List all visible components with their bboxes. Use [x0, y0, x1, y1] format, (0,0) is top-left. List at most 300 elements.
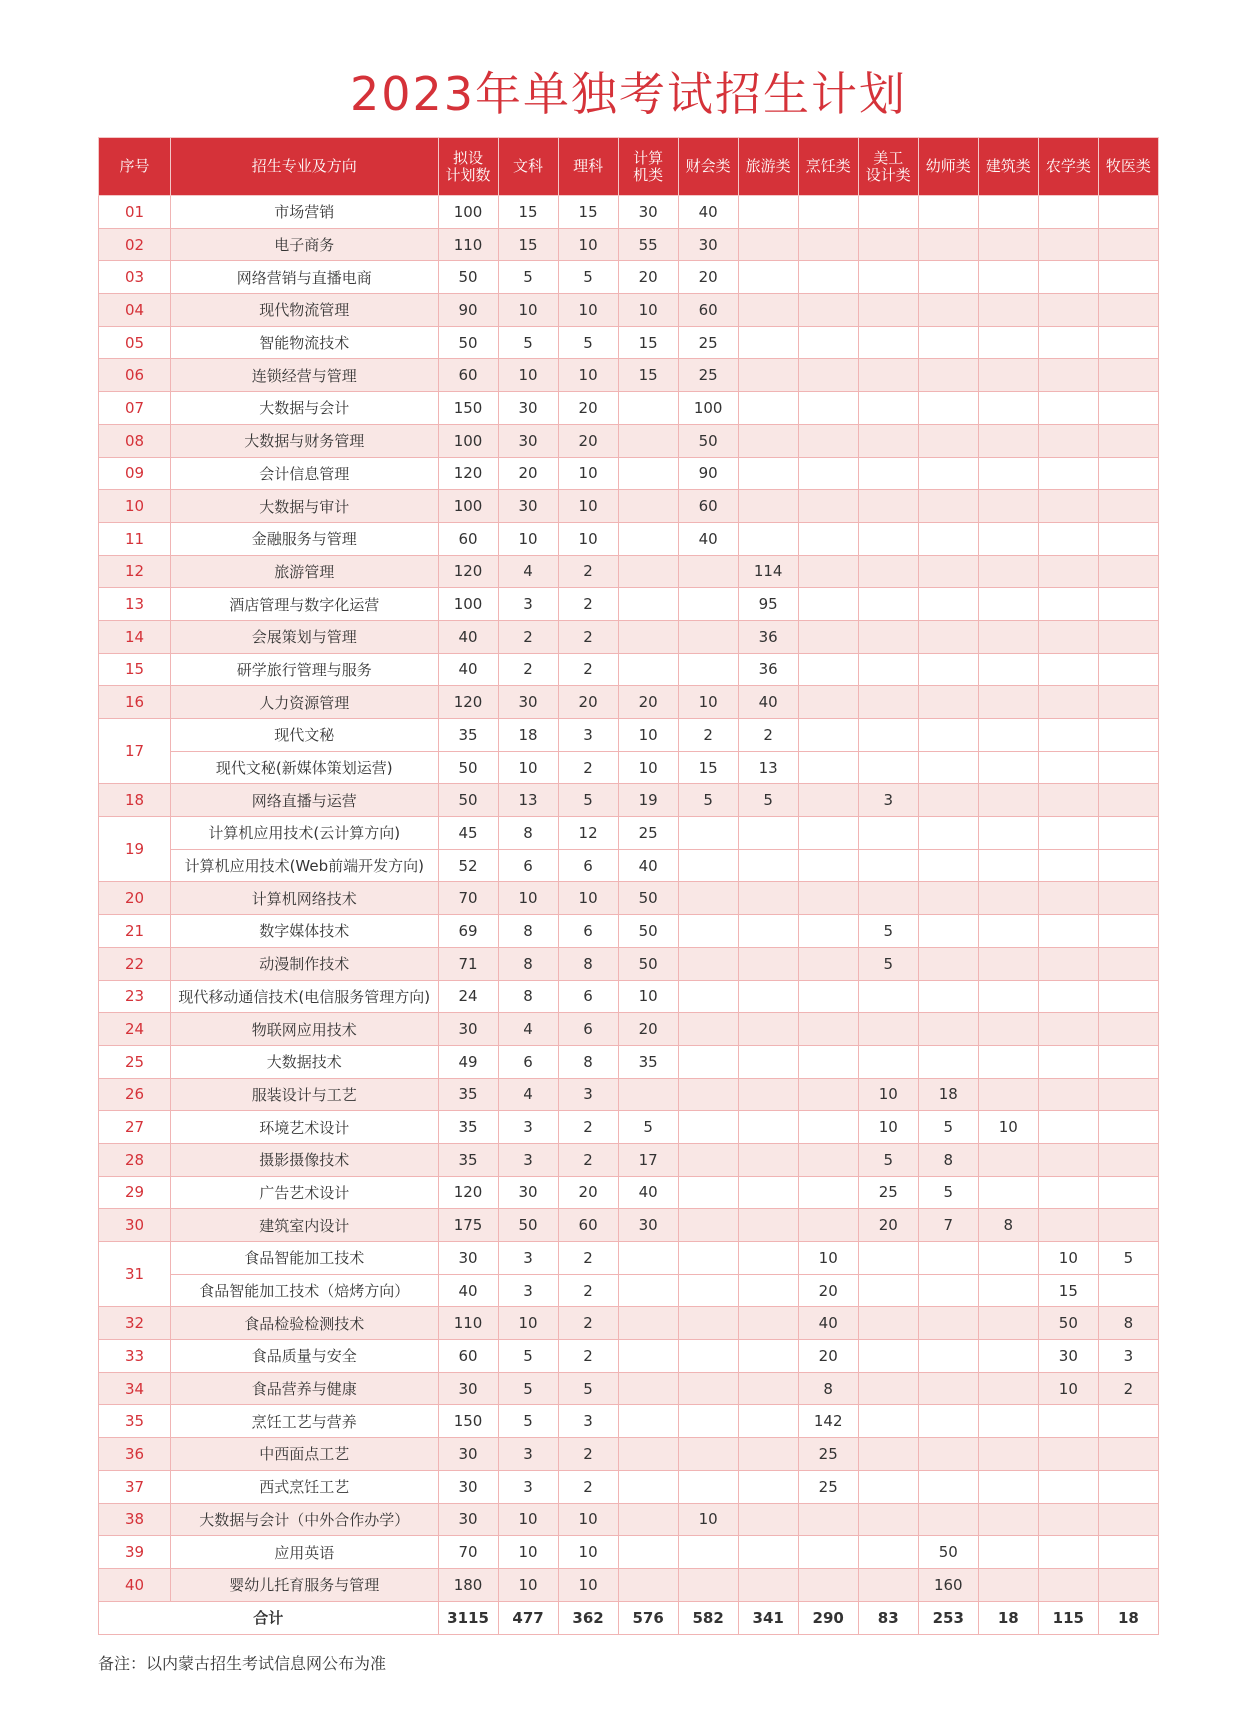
quota-cell [678, 1242, 738, 1275]
row-number: 08 [99, 424, 171, 457]
quota-cell [978, 817, 1038, 850]
quota-cell: 2 [558, 1242, 618, 1275]
quota-cell [738, 457, 798, 490]
quota-cell: 100 [438, 588, 498, 621]
quota-cell [738, 980, 798, 1013]
quota-cell: 8 [1098, 1307, 1158, 1340]
quota-cell [978, 1143, 1038, 1176]
quota-cell [1098, 1536, 1158, 1569]
row-number: 20 [99, 882, 171, 915]
quota-cell: 10 [618, 294, 678, 327]
quota-cell: 15 [1038, 1274, 1098, 1307]
table-row [99, 490, 1159, 523]
quota-cell: 150 [438, 392, 498, 425]
quota-cell: 8 [498, 947, 558, 980]
quota-cell [978, 359, 1038, 392]
quota-cell [918, 392, 978, 425]
quota-cell: 120 [438, 555, 498, 588]
quota-cell [1038, 784, 1098, 817]
quota-cell: 5 [558, 261, 618, 294]
quota-cell [798, 817, 858, 850]
quota-cell [858, 490, 918, 523]
quota-cell: 5 [618, 1111, 678, 1144]
quota-cell: 50 [918, 1536, 978, 1569]
quota-cell: 10 [498, 1536, 558, 1569]
quota-cell: 6 [498, 1045, 558, 1078]
footnote: 备注：以内蒙古招生考试信息网公布为准 [98, 1654, 387, 1673]
quota-cell: 50 [618, 882, 678, 915]
quota-cell [1038, 1045, 1098, 1078]
quota-cell [738, 1470, 798, 1503]
quota-cell: 2 [558, 751, 618, 784]
quota-cell: 10 [558, 1536, 618, 1569]
table-row [99, 915, 1159, 948]
quota-cell [918, 915, 978, 948]
quota-cell [978, 719, 1038, 752]
quota-cell [978, 947, 1038, 980]
quota-cell: 10 [498, 1503, 558, 1536]
table-row [99, 294, 1159, 327]
quota-cell [738, 1111, 798, 1144]
quota-cell: 20 [858, 1209, 918, 1242]
quota-cell: 2 [558, 1143, 618, 1176]
quota-cell [858, 817, 918, 850]
quota-cell: 20 [558, 424, 618, 457]
quota-cell: 20 [558, 686, 618, 719]
quota-cell: 8 [558, 947, 618, 980]
major-name: 食品智能加工技术（焙烤方向） [171, 1274, 438, 1307]
quota-cell [798, 457, 858, 490]
quota-cell [618, 1503, 678, 1536]
quota-cell [978, 228, 1038, 261]
quota-cell: 35 [438, 1111, 498, 1144]
quota-cell [798, 719, 858, 752]
quota-cell [618, 1242, 678, 1275]
quota-cell [678, 1307, 738, 1340]
quota-cell: 5 [918, 1111, 978, 1144]
quota-cell: 10 [558, 457, 618, 490]
table-row [99, 653, 1159, 686]
quota-cell: 2 [558, 1274, 618, 1307]
quota-cell [858, 980, 918, 1013]
row-number: 06 [99, 359, 171, 392]
quota-cell [618, 522, 678, 555]
table-row [99, 588, 1159, 621]
quota-cell: 120 [438, 1176, 498, 1209]
total-cell: 576 [618, 1601, 678, 1634]
quota-cell [858, 1340, 918, 1373]
quota-cell: 7 [918, 1209, 978, 1242]
quota-cell [738, 1405, 798, 1438]
quota-cell: 5 [858, 947, 918, 980]
quota-cell: 4 [498, 1013, 558, 1046]
major-name: 现代物流管理 [171, 294, 438, 327]
major-name: 酒店管理与数字化运营 [171, 588, 438, 621]
quota-cell [738, 196, 798, 229]
quota-cell: 10 [498, 359, 558, 392]
quota-cell [618, 1274, 678, 1307]
quota-cell [678, 653, 738, 686]
quota-cell: 50 [678, 424, 738, 457]
quota-cell [1038, 1013, 1098, 1046]
quota-cell [978, 686, 1038, 719]
row-number: 33 [99, 1340, 171, 1373]
quota-cell: 2 [678, 719, 738, 752]
quota-cell: 2 [738, 719, 798, 752]
quota-cell: 40 [678, 522, 738, 555]
quota-cell: 8 [798, 1372, 858, 1405]
quota-cell [1038, 326, 1098, 359]
total-cell: 253 [918, 1601, 978, 1634]
quota-cell: 5 [558, 784, 618, 817]
row-number: 01 [99, 196, 171, 229]
quota-cell: 3 [498, 1143, 558, 1176]
quota-cell: 3 [1098, 1340, 1158, 1373]
table-row [99, 392, 1159, 425]
row-number: 26 [99, 1078, 171, 1111]
quota-cell: 2 [558, 555, 618, 588]
quota-cell: 60 [678, 294, 738, 327]
row-number: 29 [99, 1176, 171, 1209]
column-header: 建筑类 [978, 138, 1038, 196]
quota-cell: 4 [498, 1078, 558, 1111]
row-number: 24 [99, 1013, 171, 1046]
table-row [99, 784, 1159, 817]
row-number: 12 [99, 555, 171, 588]
quota-cell: 3 [498, 588, 558, 621]
quota-cell [678, 1274, 738, 1307]
quota-cell [1038, 392, 1098, 425]
major-name: 研学旅行管理与服务 [171, 653, 438, 686]
quota-cell [1038, 817, 1098, 850]
quota-cell [918, 522, 978, 555]
table-row [99, 555, 1159, 588]
quota-cell: 25 [678, 326, 738, 359]
quota-cell: 30 [438, 1503, 498, 1536]
quota-cell [918, 849, 978, 882]
quota-cell [798, 947, 858, 980]
quota-cell: 10 [978, 1111, 1038, 1144]
quota-cell: 2 [558, 1307, 618, 1340]
quota-cell [798, 326, 858, 359]
quota-cell: 40 [738, 686, 798, 719]
quota-cell: 25 [858, 1176, 918, 1209]
quota-cell [1038, 228, 1098, 261]
enrollment-plan-table [98, 137, 1159, 1635]
quota-cell: 5 [558, 1372, 618, 1405]
quota-cell: 5 [918, 1176, 978, 1209]
quota-cell [678, 1176, 738, 1209]
row-number: 19 [99, 817, 171, 882]
quota-cell: 8 [498, 980, 558, 1013]
table-row [99, 228, 1159, 261]
table-row [99, 1176, 1159, 1209]
table-row [99, 196, 1159, 229]
quota-cell: 70 [438, 882, 498, 915]
quota-cell [858, 719, 918, 752]
quota-cell: 2 [558, 653, 618, 686]
quota-cell [1098, 424, 1158, 457]
quota-cell [618, 1307, 678, 1340]
quota-cell [918, 751, 978, 784]
quota-cell [858, 1438, 918, 1471]
table-row [99, 849, 1159, 882]
table-row [99, 1405, 1159, 1438]
quota-cell: 30 [438, 1372, 498, 1405]
quota-cell [1098, 294, 1158, 327]
quota-cell: 100 [438, 490, 498, 523]
quota-cell [918, 882, 978, 915]
column-header: 文科 [498, 138, 558, 196]
quota-cell: 70 [438, 1536, 498, 1569]
quota-cell [1098, 1470, 1158, 1503]
quota-cell [978, 1372, 1038, 1405]
quota-cell: 10 [1038, 1242, 1098, 1275]
quota-cell: 40 [438, 1274, 498, 1307]
quota-cell [1038, 1503, 1098, 1536]
quota-cell [798, 620, 858, 653]
table-row [99, 1470, 1159, 1503]
table-row [99, 882, 1159, 915]
quota-cell [918, 1503, 978, 1536]
quota-cell: 18 [918, 1078, 978, 1111]
quota-cell: 18 [498, 719, 558, 752]
quota-cell [858, 392, 918, 425]
quota-cell [978, 457, 1038, 490]
quota-cell [1038, 1143, 1098, 1176]
quota-cell: 90 [678, 457, 738, 490]
quota-cell [798, 490, 858, 523]
major-name: 计算机网络技术 [171, 882, 438, 915]
quota-cell [978, 1470, 1038, 1503]
quota-cell: 30 [498, 686, 558, 719]
total-cell: 582 [678, 1601, 738, 1634]
quota-cell: 3 [498, 1274, 558, 1307]
quota-cell [918, 588, 978, 621]
quota-cell: 10 [618, 980, 678, 1013]
quota-cell [918, 1340, 978, 1373]
row-number: 28 [99, 1143, 171, 1176]
quota-cell: 10 [858, 1111, 918, 1144]
quota-cell [1098, 228, 1158, 261]
quota-cell: 2 [1098, 1372, 1158, 1405]
quota-cell: 20 [618, 686, 678, 719]
row-number: 11 [99, 522, 171, 555]
quota-cell: 36 [738, 653, 798, 686]
table-row [99, 1111, 1159, 1144]
quota-cell [1038, 1536, 1098, 1569]
quota-cell [1098, 522, 1158, 555]
quota-cell [858, 588, 918, 621]
quota-cell [918, 490, 978, 523]
quota-cell: 10 [498, 1568, 558, 1601]
row-number: 02 [99, 228, 171, 261]
quota-cell: 40 [618, 1176, 678, 1209]
quota-cell [798, 1143, 858, 1176]
table-row [99, 719, 1159, 752]
quota-cell: 35 [438, 719, 498, 752]
major-name: 大数据与会计 [171, 392, 438, 425]
quota-cell: 60 [438, 1340, 498, 1373]
quota-cell [618, 555, 678, 588]
table-row [99, 457, 1159, 490]
quota-cell [858, 849, 918, 882]
total-cell: 3115 [438, 1601, 498, 1634]
table-row [99, 1372, 1159, 1405]
column-header: 美工 设计类 [858, 138, 918, 196]
quota-cell [798, 359, 858, 392]
quota-cell [738, 1274, 798, 1307]
quota-cell: 8 [498, 817, 558, 850]
quota-cell: 10 [1038, 1372, 1098, 1405]
major-name: 食品智能加工技术 [171, 1242, 438, 1275]
quota-cell [738, 1438, 798, 1471]
major-name: 电子商务 [171, 228, 438, 261]
quota-cell: 25 [678, 359, 738, 392]
major-name: 智能物流技术 [171, 326, 438, 359]
quota-cell [1038, 490, 1098, 523]
quota-cell: 110 [438, 1307, 498, 1340]
quota-cell: 6 [558, 849, 618, 882]
quota-cell [1038, 751, 1098, 784]
row-number: 39 [99, 1536, 171, 1569]
table-row [99, 1078, 1159, 1111]
quota-cell: 20 [798, 1274, 858, 1307]
quota-cell: 30 [498, 490, 558, 523]
quota-cell: 10 [558, 359, 618, 392]
quota-cell [1098, 686, 1158, 719]
quota-cell: 10 [498, 1307, 558, 1340]
quota-cell: 35 [618, 1045, 678, 1078]
column-header: 牧医类 [1098, 138, 1158, 196]
quota-cell [918, 1274, 978, 1307]
quota-cell [918, 980, 978, 1013]
quota-cell [858, 1013, 918, 1046]
quota-cell: 8 [918, 1143, 978, 1176]
quota-cell [1098, 1045, 1158, 1078]
quota-cell [738, 359, 798, 392]
quota-cell: 10 [558, 1503, 618, 1536]
quota-cell [1098, 947, 1158, 980]
quota-cell [678, 588, 738, 621]
quota-cell [1098, 326, 1158, 359]
quota-cell: 120 [438, 457, 498, 490]
quota-cell [978, 294, 1038, 327]
quota-cell [978, 1536, 1038, 1569]
quota-cell: 30 [498, 424, 558, 457]
quota-cell: 45 [438, 817, 498, 850]
quota-cell [1098, 817, 1158, 850]
quota-cell [1098, 1143, 1158, 1176]
total-cell: 290 [798, 1601, 858, 1634]
quota-cell [618, 424, 678, 457]
quota-cell: 90 [438, 294, 498, 327]
quota-cell: 2 [498, 653, 558, 686]
quota-cell [978, 1568, 1038, 1601]
total-cell: 18 [1098, 1601, 1158, 1634]
row-number: 30 [99, 1209, 171, 1242]
table-row [99, 1045, 1159, 1078]
quota-cell: 35 [438, 1143, 498, 1176]
quota-cell [618, 653, 678, 686]
quota-cell [1098, 196, 1158, 229]
quota-cell [798, 392, 858, 425]
table-row [99, 326, 1159, 359]
major-name: 旅游管理 [171, 555, 438, 588]
total-cell: 362 [558, 1601, 618, 1634]
quota-cell [618, 1470, 678, 1503]
table-row [99, 751, 1159, 784]
quota-cell: 6 [558, 1013, 618, 1046]
quota-cell: 69 [438, 915, 498, 948]
table-row [99, 817, 1159, 850]
table-row [99, 261, 1159, 294]
quota-cell: 40 [438, 620, 498, 653]
row-number: 03 [99, 261, 171, 294]
quota-cell [1098, 915, 1158, 948]
quota-cell [1098, 457, 1158, 490]
table-row [99, 1536, 1159, 1569]
quota-cell [858, 751, 918, 784]
quota-cell [798, 1209, 858, 1242]
quota-cell [858, 457, 918, 490]
quota-cell [738, 1372, 798, 1405]
major-name: 食品检验检测技术 [171, 1307, 438, 1340]
quota-cell [858, 261, 918, 294]
quota-cell [978, 1176, 1038, 1209]
quota-cell: 50 [438, 261, 498, 294]
quota-cell: 2 [498, 620, 558, 653]
quota-cell: 8 [978, 1209, 1038, 1242]
quota-cell [1098, 1503, 1158, 1536]
column-header: 幼师类 [918, 138, 978, 196]
quota-cell: 10 [558, 294, 618, 327]
quota-cell: 50 [1038, 1307, 1098, 1340]
quota-cell: 10 [558, 882, 618, 915]
quota-cell [738, 817, 798, 850]
quota-cell [1098, 588, 1158, 621]
quota-cell [1038, 1568, 1098, 1601]
major-name: 中西面点工艺 [171, 1438, 438, 1471]
quota-cell [678, 1438, 738, 1471]
quota-cell [678, 1372, 738, 1405]
quota-cell: 6 [558, 915, 618, 948]
column-header: 旅游类 [738, 138, 798, 196]
quota-cell [1098, 882, 1158, 915]
quota-cell [918, 620, 978, 653]
major-name: 现代文秘 [171, 719, 438, 752]
quota-cell [1098, 719, 1158, 752]
quota-cell [1098, 653, 1158, 686]
quota-cell [978, 261, 1038, 294]
quota-cell: 50 [618, 915, 678, 948]
quota-cell: 49 [438, 1045, 498, 1078]
quota-cell [618, 490, 678, 523]
table-row [99, 1209, 1159, 1242]
quota-cell [978, 1242, 1038, 1275]
quota-cell [978, 882, 1038, 915]
quota-cell [798, 294, 858, 327]
quota-cell: 100 [678, 392, 738, 425]
quota-cell: 25 [618, 817, 678, 850]
quota-cell [858, 294, 918, 327]
row-number: 07 [99, 392, 171, 425]
row-number: 09 [99, 457, 171, 490]
quota-cell: 10 [558, 228, 618, 261]
quota-cell [1038, 261, 1098, 294]
quota-cell: 30 [438, 1470, 498, 1503]
quota-cell [1098, 359, 1158, 392]
